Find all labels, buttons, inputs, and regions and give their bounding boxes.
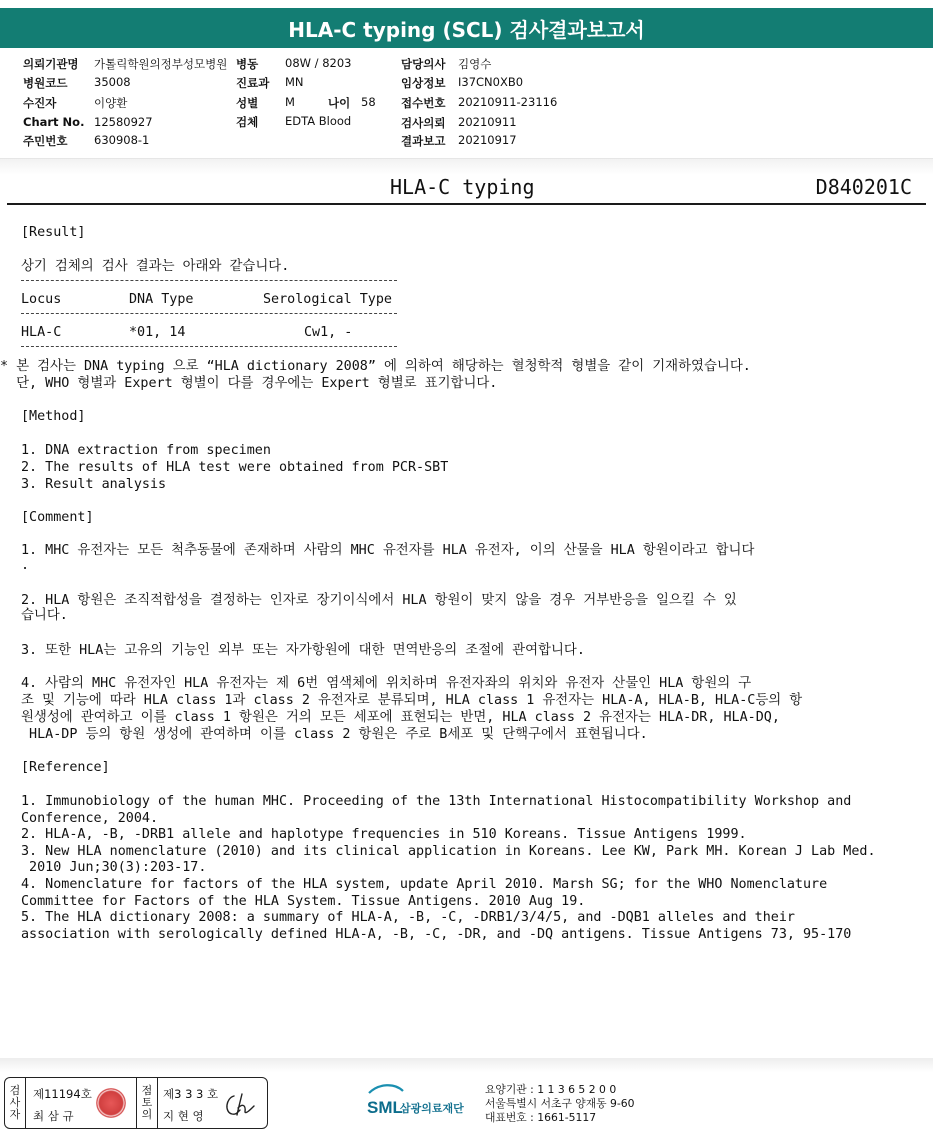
method-item: 2. The results of HLA test were obtained from PCR-SBT [21,460,449,475]
inspector-label: 검 사 자 [5,1078,26,1128]
info-value: MN [285,75,304,89]
comment-heading: [Comment] [21,510,94,525]
info-value: 12580927 [94,115,153,129]
signature-box [4,1077,268,1129]
comment-item: 원생성에 관여하고 이를 class 1 항원은 거의 모든 세포에 표현되는 반면, HLA class 2 유전자는 HLA-DR, HLA-DQ, [21,710,780,725]
info-value: 김영수 [458,57,492,71]
reference-heading: [Reference] [21,760,110,775]
report-footer [0,1058,933,1141]
method-item: 3. Result analysis [21,477,167,492]
info-label: 병원코드 [23,76,68,90]
reference-item: association with serologically defined HLA-A, -B, -C, -DR, and -DQ antigens. Tissue Antigens 73, 95-170 [21,927,852,942]
info-value: EDTA Blood [285,114,352,128]
footer-divider [0,1058,933,1072]
report-header-title: HLA-C typing (SCL) 검사결과보고서 [288,17,645,42]
org-info [485,1083,635,1125]
info-value: 35008 [94,75,131,89]
info-value: 20210911 [458,115,517,129]
reference-item: 4. Nomenclature for factors of the HLA system, update April 2010. Marsh SG; for the WHO Nomenclature [21,877,828,892]
info-label: 진료과 [236,76,270,90]
approver-name: 지 현 영 [163,1109,204,1123]
reference-item: Committee for Factors of the HLA System. Tissue Antigens. 2010 Aug 19. [21,894,586,909]
table-header-serological-type: Serological Type [263,292,392,307]
table-divider [21,346,397,347]
info-value: 가톨릭학원의정부성모병원 [94,57,228,71]
report-title-row [0,170,933,204]
report-test-name: HLA-C typing [390,175,535,199]
comment-item: 2. HLA 항원은 조직적합성을 결정하는 인자로 장기이식에서 HLA 항원이 맞지 않을 경우 거부반응을 일으킬 수 있 [21,593,737,608]
info-label: 병동 [236,57,259,71]
patient-info-block [0,52,933,156]
info-label: Chart No. [23,115,85,129]
result-intro: 상기 검체의 검사 결과는 아래와 같습니다. [21,259,290,274]
info-value: 이양환 [94,96,128,110]
method-heading: [Method] [21,409,86,424]
comment-item: 4. 사람의 MHC 유전자인 HLA 유전자는 제 6번 염색체에 위치하며 유전자좌의 위치와 유전자 산물인 HLA 항원의 구 [21,676,752,691]
report-header-bar [0,8,933,48]
info-label: 수진자 [23,96,57,110]
info-value: 630908-1 [94,133,150,147]
info-label: 의뢰기관명 [23,57,79,71]
comment-item: 1. MHC 유전자는 모든 척추동물에 존재하며 사람의 MHC 유전자를 HLA 유전자, 이의 산물을 HLA 항원이라고 합니다 [21,543,755,558]
info-label: 담당의사 [401,57,446,71]
reference-item: 1. Immunobiology of the human MHC. Proceeding of the 13th International Histocompatibility Workshop and [21,794,852,809]
approver-license-no: 제3 3 3 호 [163,1087,219,1101]
comment-item: 3. 또한 HLA는 고유의 기능인 외부 또는 자가항원에 대한 면역반응의 조절에 관여합니다. [21,643,585,658]
info-label: 접수번호 [401,96,446,110]
approver-signature [220,1090,262,1120]
info-label: 임상정보 [401,76,446,90]
info-label: 검사의뢰 [401,116,446,130]
reference-item: 2010 Jun;30(3):203-17. [21,860,207,875]
reference-item: 5. The HLA dictionary 2008: a summary of HLA-A, -B, -C, -DRB1/3/4/5, and -DQB1 alleles and their [21,910,795,925]
reference-item: Conference, 2004. [21,811,159,826]
info-label: 주민번호 [23,134,68,148]
comment-item: HLA-DP 등의 항원 생성에 관여하며 이를 class 2 항원은 주로 B세포 및 단핵구에서 표현됩니다. [21,727,648,742]
info-label: 결과보고 [401,134,446,148]
report-test-code: D840201C [815,175,912,199]
info-value: 08W / 8203 [285,56,352,70]
info-value: 20210917 [458,133,517,147]
table-cell-serological-type: Cw1, - [304,325,353,340]
info-label: 성별 [236,96,259,110]
inspector-name: 최 삼 규 [33,1109,74,1123]
table-divider [21,313,397,314]
info-value: 20210911-23116 [458,95,558,109]
svg-text:SML: SML [367,1098,403,1117]
info-value: M [285,95,295,109]
comment-item: 습니다. [21,608,68,623]
org-code: 요양기관 : 1 1 3 6 5 2 0 0 [485,1083,617,1096]
table-divider [21,280,397,281]
reference-item: 3. New HLA nomenclature (2010) and its clinical application in Koreans. Lee KW, Park MH. Korean J Lab Med. [21,844,876,859]
result-heading: [Result] [21,225,86,240]
reference-item: 2. HLA-A, -B, -DRB1 allele and haplotype frequencies in 510 Koreans. Tissue Antigens 1999. [21,827,747,842]
org-address: 서울특별시 서초구 양재동 9-60 [485,1097,635,1110]
inspector-license-no: 제11194호 [33,1087,92,1101]
table-cell-locus: HLA-C [21,325,62,340]
info-label: 검체 [236,115,259,129]
table-header-locus: Locus [21,292,62,307]
org-name: 삼광의료재단 [400,1102,464,1115]
report-title-rule [7,203,926,205]
comment-item: . [21,558,30,573]
info-value: I37CN0XB0 [458,75,524,89]
info-label: 나이 [328,96,351,110]
comment-item: 조 및 기능에 따라 HLA class 1과 class 2 유전자로 분류되며, HLA class 1 유전자는 HLA-A, HLA-B, HLA-C등의 항 [21,693,803,708]
method-item: 1. DNA extraction from specimen [21,443,271,458]
result-note: 단, WHO 형별과 Expert 형별이 다를 경우에는 Expert 형별로 표기합니다. [0,376,498,391]
table-cell-dna-type: *01, 14 [129,325,186,340]
inspector-seal-stamp [96,1088,126,1118]
result-note: * 본 검사는 DNA typing 으로 “HLA dictionary 2008” 에 의하여 해당하는 혈청학적 형별을 같이 기재하였습니다. [0,359,751,374]
info-value: 58 [361,95,376,109]
table-header-dna-type: DNA Type [129,292,194,307]
approver-label: 점 토 의 [136,1078,158,1128]
org-phone: 대표번호 : 1661-5117 [485,1111,597,1124]
